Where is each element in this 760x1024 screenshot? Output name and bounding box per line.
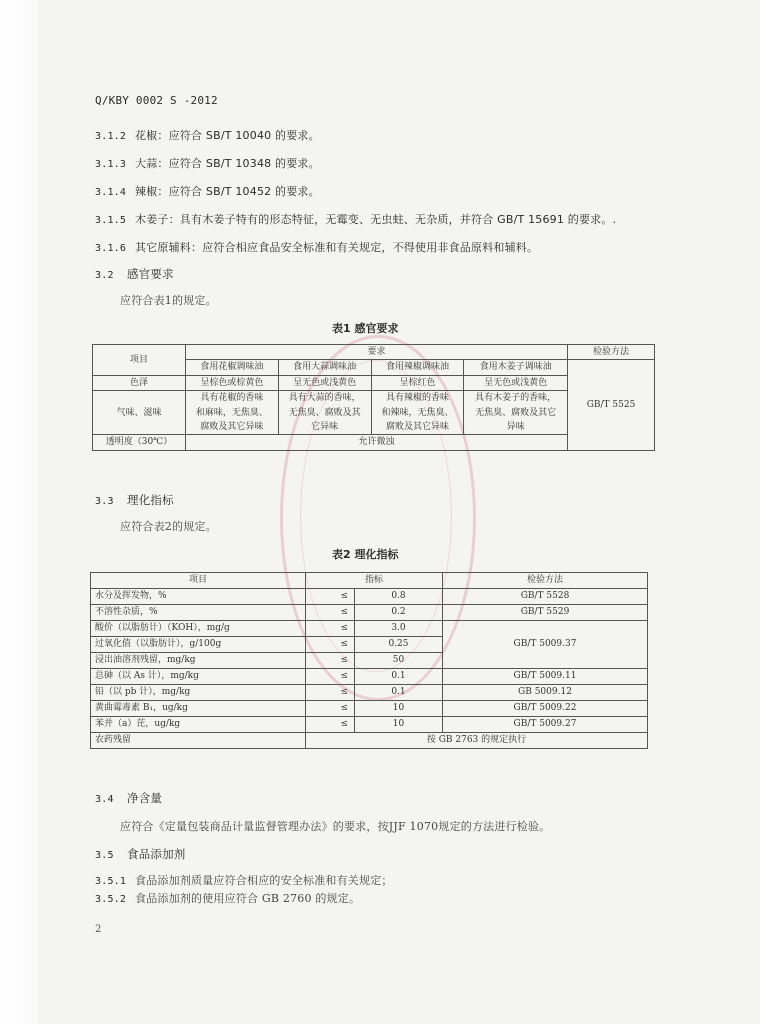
table1-sub-litsea-oil: 食用木姜子调味油	[464, 360, 568, 375]
table-row	[91, 669, 648, 685]
row-item: 浸出油溶剂残留，mg/kg	[91, 653, 306, 669]
row-operator: ≤	[306, 621, 355, 637]
table-row	[91, 685, 648, 701]
smell-line: 具有大蒜的香味，	[288, 393, 361, 404]
row-value: 0.8	[355, 589, 443, 605]
row-value: 0.1	[355, 685, 443, 701]
table1-smell-label: 气味、滋味	[93, 391, 186, 435]
row-value: 3.0	[355, 621, 443, 637]
clause-3-1-4	[95, 183, 320, 199]
table-row	[91, 733, 648, 749]
section-number: 3.4	[95, 794, 114, 805]
clause-text: 花椒：应符合 SB/T 10040 的要求。	[135, 129, 320, 142]
table-row	[91, 701, 648, 717]
clause-3-1-5	[95, 211, 616, 227]
clause-number: 3.5.2	[95, 894, 127, 905]
row-method: GB/T 5009.37	[443, 621, 648, 669]
standard-code: Q/KBY 0002 S -2012	[95, 94, 218, 107]
row-item: 铅（以 pb 计），mg/kg	[91, 685, 306, 701]
smell-line: 它异味	[311, 421, 339, 432]
row-value: 10	[355, 701, 443, 717]
smell-line: 腐败及其它异味	[385, 421, 449, 432]
table-row	[91, 717, 648, 733]
row-operator: ≤	[306, 685, 355, 701]
table1-sub-pepper-oil: 食用花椒调味油	[186, 360, 279, 375]
table-row	[91, 589, 648, 605]
table1-clarity-label: 透明度（30℃）	[93, 435, 186, 450]
section-title: 感官要求	[127, 267, 174, 281]
clause-number: 3.1.3	[95, 159, 127, 170]
clause-number: 3.1.5	[95, 215, 127, 226]
clause-number: 3.1.4	[95, 187, 127, 198]
page-number: 2	[95, 924, 102, 935]
clause-number: 3.5.1	[95, 876, 127, 887]
row-value: 0.25	[355, 637, 443, 653]
row-operator: ≤	[306, 605, 355, 621]
smell-line: 具有木姜子的香味，	[475, 393, 557, 404]
table2-caption: 表2 理化指标	[332, 548, 399, 561]
row-value: 0.2	[355, 605, 443, 621]
clause-3-5-2	[95, 890, 360, 906]
table1-header-requirement: 要求	[186, 345, 568, 360]
table1-smell-value	[464, 391, 568, 435]
row-operator: ≤	[306, 589, 355, 605]
clause-text: 食品添加剂质量应符合相应的安全标准和有关规定；	[135, 874, 393, 887]
row-method: GB/T 5528	[443, 589, 648, 605]
scan-margin	[0, 0, 38, 1024]
table1-color-label: 色泽	[93, 375, 186, 390]
smell-line: 无焦臭、腐败及其它	[475, 407, 557, 418]
clause-3-1-3	[95, 155, 320, 171]
section-3-2-heading	[95, 266, 174, 282]
table1-clarity-value: 允许微浊	[186, 435, 568, 450]
clause-number: 3.1.2	[95, 131, 127, 142]
clause-text: 食品添加剂的使用应符合 GB 2760 的规定。	[135, 892, 361, 905]
table1-caption: 表1 感官要求	[332, 322, 399, 335]
clause-3-1-6	[95, 239, 538, 255]
smell-line: 腐败及其它异味	[200, 421, 264, 432]
section-3-4-note: 应符合《定量包装商品计量监督管理办法》的要求，按JJF 1070规定的方法进行检验。	[120, 820, 551, 833]
row-operator: ≤	[306, 717, 355, 733]
row-item: 黄曲霉毒素 B₁，ug/kg	[91, 701, 306, 717]
row-item: 不溶性杂质，%	[91, 605, 306, 621]
physicochemical-table	[90, 572, 648, 749]
table1-color-value: 呈棕红色	[371, 375, 464, 390]
row-value: 0.1	[355, 669, 443, 685]
row-operator: ≤	[306, 653, 355, 669]
smell-line: 无焦臭、腐败及其	[288, 407, 361, 418]
smell-line: 和麻味，无焦臭、	[195, 407, 268, 418]
row-item: 水分及挥发物，%	[91, 589, 306, 605]
row-item: 酸价（以脂肪计）（KOH），mg/g	[91, 621, 306, 637]
row-item: 总砷（以 As 计），mg/kg	[91, 669, 306, 685]
section-number: 3.3	[95, 496, 114, 507]
smell-line: 和辣味，无焦臭、	[381, 407, 454, 418]
section-number: 3.2	[95, 270, 114, 281]
section-number: 3.5	[95, 850, 114, 861]
table1-color-value: 呈棕色或棕黄色	[186, 375, 279, 390]
sensory-requirements-table	[92, 344, 655, 451]
table-row	[91, 605, 648, 621]
table-row	[91, 621, 648, 637]
smell-line: 具有辣椒的香味	[385, 393, 449, 404]
table1-sub-chili-oil: 食用辣椒调味油	[371, 360, 464, 375]
section-3-3-heading	[95, 492, 174, 508]
table1-header-method: 检验方法	[568, 345, 655, 360]
row-value: 按 GB 2763 的规定执行	[306, 733, 648, 749]
table1-color-value: 呈无色或浅黄色	[278, 375, 371, 390]
table1-header-item: 项目	[93, 345, 186, 376]
smell-line: 具有花椒的香味	[200, 393, 264, 404]
smell-line: 异味	[506, 421, 525, 432]
row-item: 过氧化值（以脂肪计），g/100g	[91, 637, 306, 653]
row-value: 10	[355, 717, 443, 733]
row-method: GB/T 5009.27	[443, 717, 648, 733]
row-value: 50	[355, 653, 443, 669]
section-3-2-note: 应符合表1的规定。	[120, 294, 217, 307]
clause-text: 辣椒：应符合 SB/T 10452 的要求。	[135, 185, 320, 198]
section-3-5-heading	[95, 846, 186, 862]
table1-smell-value	[278, 391, 371, 435]
section-title: 食品添加剂	[127, 847, 186, 861]
row-item: 苯并（a）芘，ug/kg	[91, 717, 306, 733]
row-operator: ≤	[306, 669, 355, 685]
section-title: 净含量	[127, 791, 163, 805]
row-operator: ≤	[306, 637, 355, 653]
table2-header-item: 项目	[91, 573, 306, 589]
section-3-4-heading	[95, 790, 162, 806]
table1-sub-garlic-oil: 食用大蒜调味油	[278, 360, 371, 375]
row-method: GB/T 5009.22	[443, 701, 648, 717]
clause-number: 3.1.6	[95, 243, 127, 254]
clause-text: 大蒜：应符合 SB/T 10348 的要求。	[135, 157, 320, 170]
table2-header-method: 检验方法	[443, 573, 648, 589]
table1-color-value: 呈无色或浅黄色	[464, 375, 568, 390]
row-operator: ≤	[306, 701, 355, 717]
section-3-3-note: 应符合表2的规定。	[120, 520, 217, 533]
table1-smell-value	[186, 391, 279, 435]
clause-text: 其它原辅料：应符合相应食品安全标准和有关规定，不得使用非食品原料和辅料。	[135, 241, 539, 254]
row-method: GB/T 5529	[443, 605, 648, 621]
table2-header-index: 指标	[306, 573, 443, 589]
table1-smell-value	[371, 391, 464, 435]
section-title: 理化指标	[127, 493, 174, 507]
table1-method-value: GB/T 5525	[568, 360, 655, 450]
row-item: 农药残留	[91, 733, 306, 749]
clause-3-1-2	[95, 127, 320, 143]
clause-3-5-1	[95, 872, 393, 888]
row-method: GB 5009.12	[443, 685, 648, 701]
row-method: GB/T 5009.11	[443, 669, 648, 685]
clause-text: 木姜子：具有木姜子特有的形态特征，无霉变、无虫蛀、无杂质，并符合 GB/T 15691 的要求。.	[135, 213, 617, 226]
